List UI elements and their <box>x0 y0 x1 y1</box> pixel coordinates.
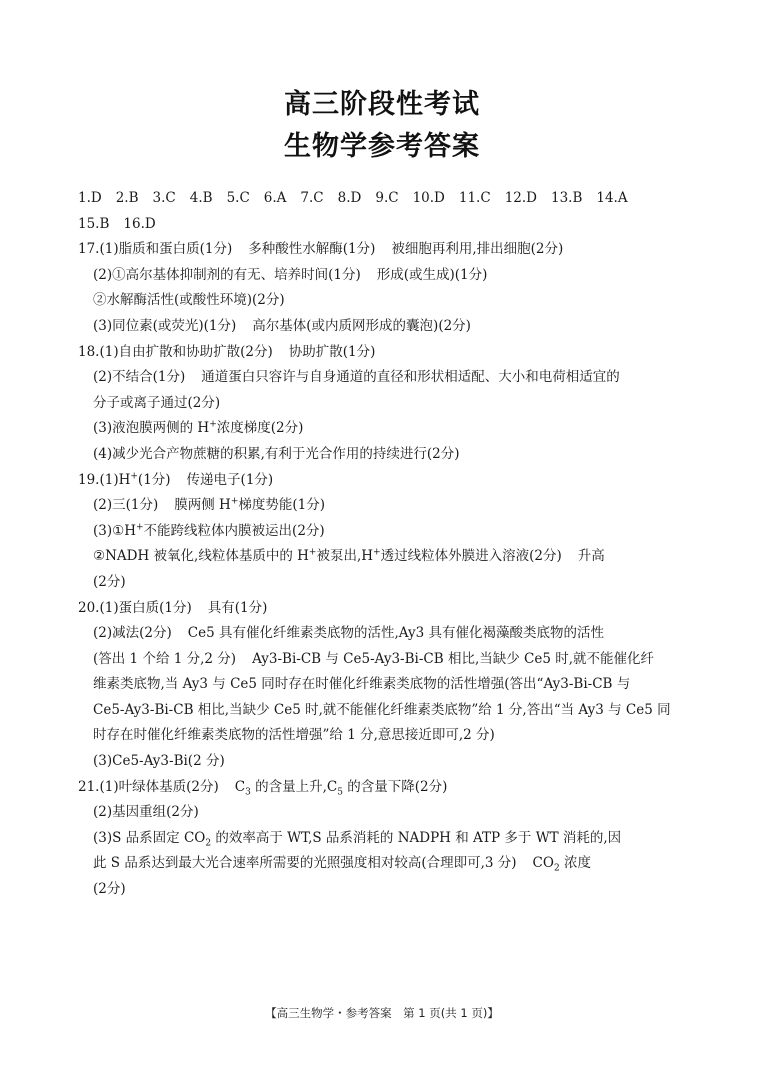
mcq-answer: 7.C <box>300 190 324 206</box>
q17-line-1: 17.(1)脂质和蛋白质(1分) 多种酸性水解酶(1分) 被细胞再利用,排出细胞(2分) <box>78 241 564 258</box>
q19-line-5: (2分) <box>93 573 126 590</box>
q21-line-5: (2分) <box>93 881 126 898</box>
exam-title: 高三阶段性考试 <box>284 89 480 120</box>
q21-line-3: (3)S 品系固定 $CO_2$ 的效率高于 WT,S 品系消耗的 NADPH 和 ATP 多于 WT 消耗的,因 <box>93 829 622 849</box>
mcq-answer: 13.B <box>550 190 583 206</box>
mcq-answer: 15.B <box>78 215 110 232</box>
q21-line-4: 此 S 品系达到最大光合速率所需要的光照强度相对较高(合理即可,3 分) $CO_2$ 浓度 <box>93 855 591 875</box>
q20-line-6: 时存在时催化纤维素类底物的活性增强”给 1 分,意思接近即可,2 分) <box>93 727 495 744</box>
mcq-answer: 14.A <box>596 190 628 206</box>
q17-line-3: ②水解酶活性(或酸性环境)(2分) <box>93 292 285 309</box>
mcq-answer: 8.D <box>337 190 362 206</box>
q17-line-2: (2)①高尔基体抑制剂的有无、培养时间(1分) 形成(或生成)(1分) <box>93 266 488 283</box>
q18-line-4: (3)液泡膜两侧的 H+浓度梯度(2分) <box>93 419 304 437</box>
q18-line-3: 分子或离子通过(2分) <box>93 394 221 411</box>
mcq-answer: 11.C <box>458 190 491 206</box>
q19-line-1: 19.(1)H+(1分) 传递电子(1分) <box>78 471 274 488</box>
q20-line-3: (答出 1 个给 1 分,2 分) Ay3-Bi-CB 与 Ce5-Ay3-Bi-CB 相比,当缺少 Ce5 时,就不能催化纤 <box>93 650 655 667</box>
mcq-answer: 16.D <box>123 215 156 232</box>
q18-line-5: (4)减少光合产物蔗糖的积累,有利于光合作用的持续进行(2分) <box>93 445 460 462</box>
exam-subtitle: 生物学参考答案 <box>284 131 480 162</box>
mcq-answer: 4.B <box>189 190 213 206</box>
q18-line-1: 18.(1)自由扩散和协助扩散(2分) 协助扩散(1分) <box>78 343 376 360</box>
q18-line-2: (2)不结合(1分) 通道蛋白只容许与自身通道的直径和形状相适配、大小和电荷相适宜的 <box>93 369 620 386</box>
q19-line-4: ②NADH 被氧化,线粒体基质中的 H+被泵出,H+透过线粒体外膜进入溶液(2分) 升高 <box>93 547 605 565</box>
mcq-answer: 2.B <box>115 190 139 206</box>
q21-line-2: (2)基因重组(2分) <box>93 804 199 821</box>
q20-line-1: 20.(1)蛋白质(1分) 具有(1分) <box>78 599 268 616</box>
q20-line-5: Ce5-Ay3-Bi-CB 相比,当缺少 Ce5 时,就不能催化纤维素类底物”给 1 分,答出“当 Ay3 与 Ce5 同 <box>93 701 671 718</box>
q19-line-3: (3)①H+不能跨线粒体内膜被运出(2分) <box>93 522 325 539</box>
mcq-answers-row-2 <box>78 212 698 238</box>
q20-line-7: (3)Ce5-Ay3-Bi(2 分) <box>93 753 225 770</box>
mcq-answer: 6.A <box>263 190 287 206</box>
q20-line-4: 维素类底物,当 Ay3 与 Ce5 同时存在时催化纤维素类底物的活性增强(答出“Ay3-Bi-CB 与 <box>93 676 631 693</box>
q17-line-4: (3)同位素(或荧光)(1分) 高尔基体(或内质网形成的囊泡)(2分) <box>93 317 471 334</box>
mcq-answers-row-1 <box>78 186 698 212</box>
q19-line-2: (2)三(1分) 膜两侧 H+梯度势能(1分) <box>93 496 325 514</box>
answers-content <box>78 186 698 903</box>
mcq-answer: 9.C <box>375 190 399 206</box>
mcq-answer: 10.D <box>412 190 445 206</box>
page-footer: 【高三生物学・参考答案 第 1 页(共 1 页)】 <box>265 1006 499 1020</box>
mcq-answer: 1.D <box>78 190 102 206</box>
q21-line-1: 21.(1)叶绿体基质(2分) $C_3$ 的含量上升$,C_5$ 的含量下降(2分) <box>78 778 448 798</box>
mcq-answer: 5.C <box>226 190 250 206</box>
mcq-answer: 12.D <box>504 190 537 206</box>
q20-line-2: (2)减法(2分) Ce5 具有催化纤维素类底物的活性,Ay3 具有催化褐藻酸类底物的活性 <box>93 625 604 642</box>
mcq-answer: 3.C <box>152 190 176 206</box>
